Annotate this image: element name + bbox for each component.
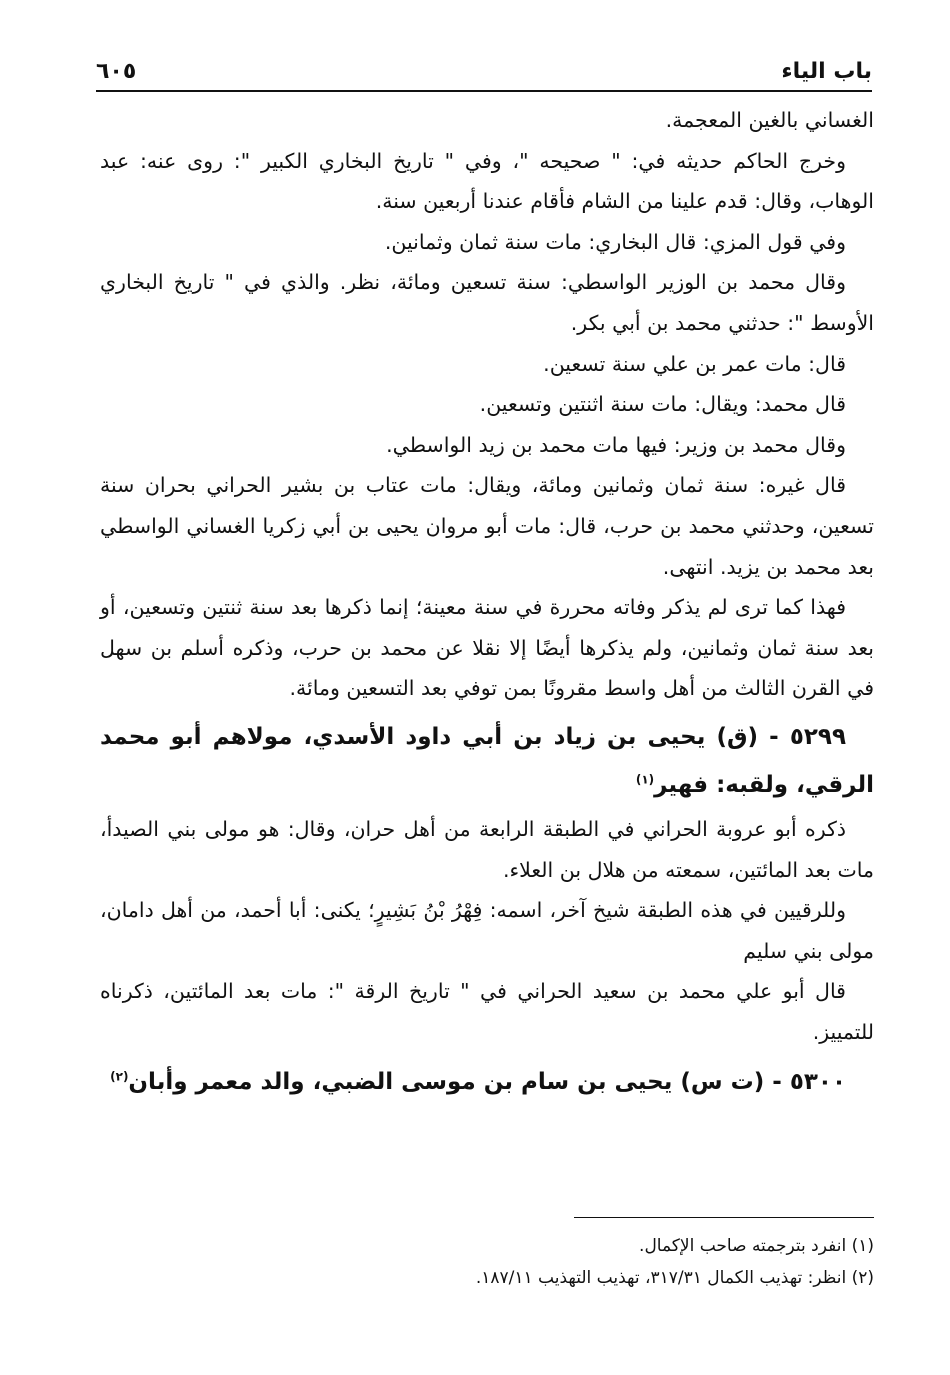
paragraph: قال: مات عمر بن علي سنة تسعين. <box>543 351 846 376</box>
paragraph: قال محمد: ويقال: مات سنة اثنتين وتسعين. <box>479 392 846 417</box>
paragraph: الغساني بالغين المعجمة. <box>665 108 874 132</box>
entry-heading-5299 <box>100 713 874 809</box>
footnote-marker: (٢) <box>110 1069 129 1084</box>
paragraph: وخرج الحاكم حديثه في: " صحيحه "، وفي " تاريخ البخاري الكبير ": روى عنه: عبد الوهاب، وقال: قدم علينا من الشام فأقام عندنا أربعين سنة. <box>100 148 874 214</box>
paragraph: قال غيره: سنة ثمان وثمانين ومائة، ويقال: مات عتاب بن بشير الحراني بحران سنة تسعين، وحدثني محمد بن حرب، قال: مات أبو مروان يحيى بن أبي زكريا الغساني الواسطي بعد محمد بن يزيد. انتهى. <box>100 473 874 579</box>
entry-heading-text: ٥٢٩٩ - (ق) يحيى بن زياد بن أبي داود الأسدي، مولاهم أبو محمد الرقي، ولقبه: فهير <box>100 723 874 798</box>
paragraph: فهذا كما ترى لم يذكر وفاته محررة في سنة معينة؛ إنما ذكرها بعد سنة ثنتين وتسعين، أو بعد سنة ثمان وثمانين، ولم يذكرها أيضًا إلا نقلا عن محمد بن حرب، وذكره أسلم بن سهل في القرن الثالث من أهل واسط مقرونًا بمن توفي بعد التسعين ومائة. <box>100 595 874 701</box>
footnote: (٢) انظر: تهذيب الكمال ٣١٧/٣١، تهذيب التهذيب ١٨٧/١١. <box>475 1268 874 1288</box>
entry-heading-5300 <box>100 1058 874 1106</box>
main-text <box>100 100 874 1106</box>
entry-heading-text: ٥٣٠٠ - (ت س) يحيى بن سام بن موسى الضبي، والد معمر وأبان <box>128 1069 846 1096</box>
footnote: (١) انفرد بترجمته صاحب الإكمال. <box>639 1236 874 1256</box>
running-header <box>96 52 872 92</box>
paragraph: ذكره أبو عروبة الحراني في الطبقة الرابعة من أهل حران، وقال: هو مولى بني الصيدأ، مات بعد المائتين، سمعته من هلال بن العلاء. <box>100 816 874 882</box>
paragraph: وفي قول المزي: قال البخاري: مات سنة ثمان وثمانين. <box>384 229 846 254</box>
page-number: ٦٠٥ <box>96 58 137 84</box>
footnote-marker: (١) <box>635 772 655 787</box>
paragraph: وللرقيين في هذه الطبقة شيخ آخر، اسمه: فِهْرُ بْنُ بَشِيرٍ؛ يكنى: أبا أحمد، من أهل دامان، مولى بني سليم <box>100 898 874 963</box>
paragraph: قال أبو علي محمد بن سعيد الحراني في " تاريخ الرقة ": مات بعد المائتين، ذكرناه للتمييز. <box>100 979 874 1044</box>
footnote-divider <box>574 1217 874 1218</box>
paragraph: وقال محمد بن الوزير الواسطي: سنة تسعين ومائة، نظر. والذي في " تاريخ البخاري الأوسط ": حدثني محمد بن أبي بكر. <box>100 270 874 335</box>
paragraph: وقال محمد بن وزير: فيها مات محمد بن زيد الواسطي. <box>386 432 846 457</box>
footnotes <box>100 1230 874 1294</box>
chapter-title: باب الياء <box>781 58 872 84</box>
